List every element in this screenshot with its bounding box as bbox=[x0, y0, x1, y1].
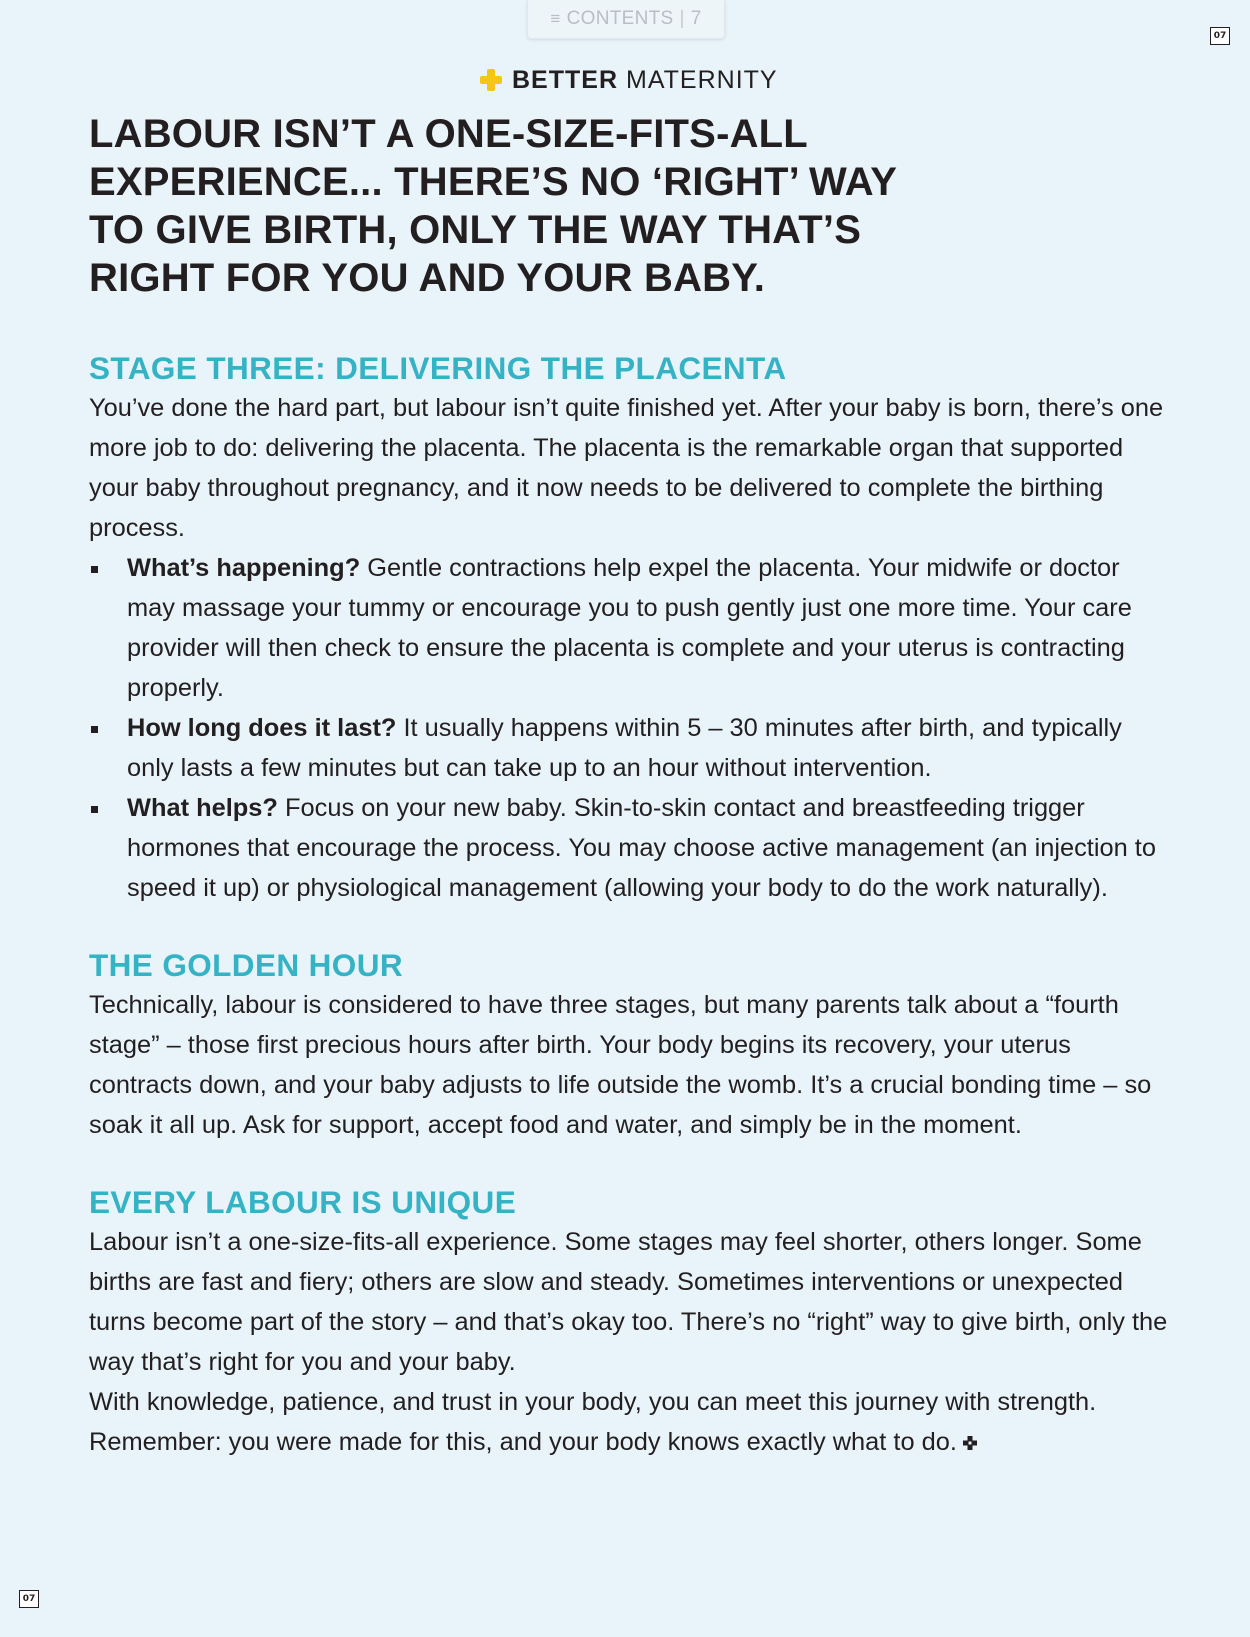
end-mark-icon bbox=[963, 1436, 977, 1450]
contents-label: CONTENTS bbox=[566, 8, 674, 29]
page-marker-bottom[interactable]: 07 bbox=[19, 1590, 39, 1608]
bullet-text: Focus on your new baby. Skin-to-skin contact and breastfeeding trigger hormones that encourage the process. You may choose active management (an injection to speed it up) or physiological management (allowing your body to do the work naturally). bbox=[127, 794, 1156, 902]
unique-body-2-text: With knowledge, patience, and trust in your body, you can meet this journey with strength. Remember: you were made for this, and your body knows exactly what to do. bbox=[89, 1388, 1097, 1456]
list-item bbox=[89, 708, 1169, 788]
list-item bbox=[89, 788, 1169, 908]
article bbox=[89, 110, 1169, 1462]
divider: | bbox=[679, 8, 685, 29]
bullet-lead: What’s happening? bbox=[127, 554, 361, 582]
bullet-text: It usually happens within 5 – 30 minutes after birth, and typically only lasts a few minutes but can take up to an hour without intervention. bbox=[127, 714, 1122, 782]
headline: LABOUR ISN’T A ONE-SIZE-FITS-ALL EXPERIENCE... THERE’S NO ‘RIGHT’ WAY TO GIVE BIRTH, ONLY THE WAY THAT’S RIGHT FOR YOU AND YOUR BABY. bbox=[89, 112, 897, 300]
bullet-icon bbox=[91, 566, 98, 573]
section-heading-golden-hour: THE GOLDEN HOUR bbox=[89, 947, 404, 983]
page-marker-top[interactable]: 07 bbox=[1210, 27, 1230, 45]
bullet-lead: How long does it last? bbox=[127, 714, 397, 742]
contents-nav-button[interactable] bbox=[527, 0, 725, 39]
section-heading-unique: EVERY LABOUR IS UNIQUE bbox=[89, 1184, 517, 1220]
brand-logo bbox=[480, 64, 778, 96]
brand-name-strong: BETTER bbox=[512, 65, 618, 94]
section-heading-stage-three: STAGE THREE: DELIVERING THE PLACENTA bbox=[89, 350, 787, 386]
bullet-text: Gentle contractions help expel the placenta. Your midwife or doctor may massage your tummy or encourage you to push gently just one more time. Your care provider will then check to ensure the placenta is complete and your uterus is contracting properly. bbox=[127, 554, 1132, 702]
bullet-icon bbox=[91, 726, 98, 733]
bullet-lead: What helps? bbox=[127, 794, 278, 822]
unique-body-1: Labour isn’t a one-size-fits-all experience. Some stages may feel shorter, others longer. Some births are fast and fiery; others are slow and steady. Sometimes interventions or unexpected turns become part of the story – and that’s okay too. There’s no “right” way to give birth, only the way that’s right for you and your baby. bbox=[89, 1228, 1168, 1376]
golden-hour-body: Technically, labour is considered to have three stages, but many parents talk about a “fourth stage” – those first precious hours after birth. Your body begins its recovery, your uterus contracts down, and your baby adjusts to life outside the womb. It’s a crucial bonding time – so soak it all up. Ask for support, accept food and water, and simply be in the moment. bbox=[89, 991, 1152, 1139]
stage-three-intro: You’ve done the hard part, but labour isn’t quite finished yet. After your baby is born, there’s one more job to do: delivering the placenta. The placenta is the remarkable organ that supported your baby throughout pregnancy, and it now needs to be delivered to complete the birthing process. bbox=[89, 394, 1164, 542]
menu-icon: ≡ bbox=[550, 9, 561, 28]
stage-three-list bbox=[89, 548, 1169, 908]
brand-name-light: MATERNITY bbox=[626, 65, 778, 94]
list-item bbox=[89, 548, 1169, 708]
unique-body-2 bbox=[89, 1382, 1169, 1462]
bullet-icon bbox=[91, 806, 98, 813]
plus-icon bbox=[480, 69, 502, 91]
page-number: 7 bbox=[690, 8, 702, 29]
